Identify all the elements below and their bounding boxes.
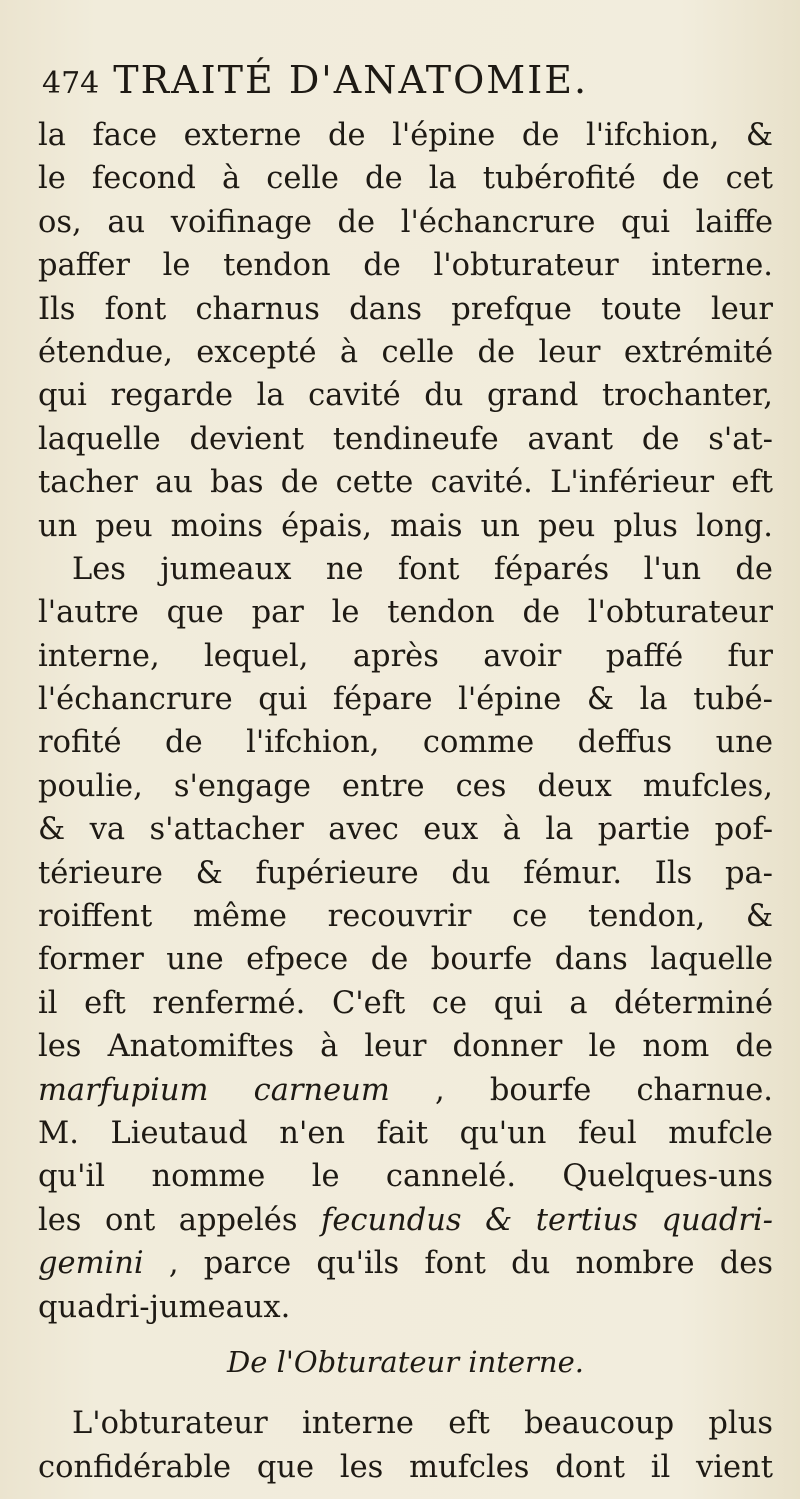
latin-term: marfupium carneum [38,1072,390,1108]
text-line: l'échancrure qui fépare l'épine & la tubé- [38,682,773,718]
text-fragment: , bourfe charnue. [434,1072,773,1108]
text-line: qu'il nomme le cannelé. Quelques-uns [38,1159,773,1195]
page-number: 474 [42,66,100,101]
text-line: Ils font charnus dans prefque toute leur [38,291,773,327]
text-line: poulie, s'engage entre ces deux mufcles, [38,768,773,804]
text-line: tacher au bas de cette cavité. L'inférieur eft [38,465,773,501]
text-line: os, au voifinage de l'échancrure qui laiffe [38,204,773,240]
text-line: le fecond à celle de la tubérofité de cet [38,161,773,197]
running-title: TRAITÉ D'ANATOMIE. [113,58,589,102]
page-text [38,114,773,1489]
text-line: quadri-jumeaux. [38,1289,291,1325]
text-line: il eft renfermé. C'eft ce qui a déterminé [38,985,773,1021]
text-line: former une efpece de bourfe dans laquelle [38,942,773,978]
text-line: M. Lieutaud n'en fait qu'un feul mufcle [38,1115,773,1151]
page-header [42,58,762,114]
text-line [38,1069,773,1112]
text-line: Les jumeaux ne font féparés l'un de [72,551,773,587]
text-line: laquelle devient tendineufe avant de s'at- [38,421,773,457]
text-line: un peu moins épais, mais un peu plus long. [38,508,773,544]
text-line: interne, lequel, après avoir paffé fur [38,638,773,674]
section-heading: De l'Obturateur interne. [227,1344,584,1379]
text-line: & va s'attacher avec eux à la partie pof- [38,812,773,848]
text-line: L'obturateur interne eft beaucoup plus [72,1406,773,1442]
text-line [38,1242,773,1285]
text-fragment: , parce qu'ils font du nombre des [168,1246,773,1282]
latin-term: fecundus & tertius quadri- [321,1202,773,1238]
text-line: paffer le tendon de l'obturateur interne. [38,248,773,284]
text-line: qui regarde la cavité du grand trochanter, [38,378,773,414]
text-line: térieure & fupérieure du fémur. Ils pa- [38,855,773,891]
text-fragment: les ont appelés [38,1202,322,1238]
text-line: l'autre que par le tendon de l'obturateur [38,595,773,631]
text-line: étendue, excepté à celle de leur extrémité [38,334,773,370]
text-line [38,1199,773,1242]
text-line: rofité de l'ifchion, comme deffus une [38,725,773,761]
latin-term: gemini [38,1246,144,1282]
text-line: les Anatomiftes à leur donner le nom de [38,1029,773,1065]
text-line: la face externe de l'épine de l'ifchion, & [38,118,773,153]
text-line: confidérable que les mufcles dont il vient [38,1449,773,1485]
text-line: roiffent même recouvrir ce tendon, & [38,899,773,935]
